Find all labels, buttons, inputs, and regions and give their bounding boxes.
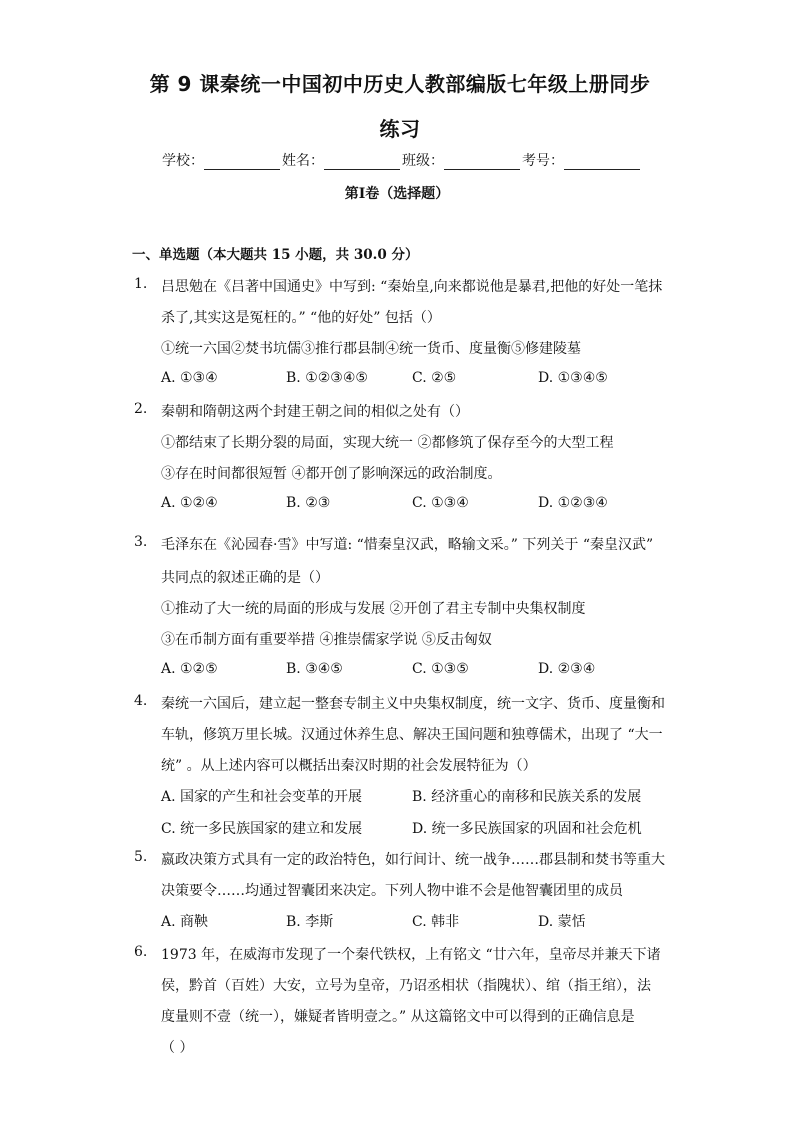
name-label: 姓名： xyxy=(282,153,324,169)
option-c[interactable]: C. ②⑤ xyxy=(412,370,457,386)
question-text-line: 度量则不壹（统一），嫌疑者皆明壹之。” 从这篇铭文中可以得到的正确信息是 xyxy=(161,1009,635,1025)
option-c[interactable]: C. ①③④ xyxy=(412,495,469,511)
question-number: 2. xyxy=(134,401,148,417)
question-number: 1. xyxy=(134,276,148,292)
option-b[interactable]: B. ②③ xyxy=(286,495,331,511)
option-a[interactable]: A. ①②⑤ xyxy=(161,661,218,677)
question-text-line: （ ） xyxy=(161,1040,194,1056)
document-title-line-2: 练习 xyxy=(379,117,421,141)
question-text-line: 嬴政决策方式具有一定的政治特色，如行间计、统一战争……郡县制和焚书等重大 xyxy=(161,852,665,868)
school-field[interactable] xyxy=(204,155,280,170)
volume-heading: 第Ⅰ卷（选择题） xyxy=(344,186,450,202)
document-title-line-1: 第 9 课秦统一中国初中历史人教部编版七年级上册同步 xyxy=(149,72,651,96)
exam-number-field[interactable] xyxy=(564,155,640,170)
option-b[interactable]: B. 经济重心的南移和民族关系的发展 xyxy=(412,789,642,805)
option-d[interactable]: D. 蒙恬 xyxy=(538,914,586,930)
question-text-line: 侯，黔首（百姓）大安，立号为皇帝，乃诏丞相状（指隗状）、绾（指王绾），法 xyxy=(161,978,651,994)
question-text-line: 秦朝和隋朝这两个封建王朝之间的相似之处有（） xyxy=(161,404,469,420)
name-field[interactable] xyxy=(324,155,400,170)
question-text-line: 车轨，修筑万里长城。汉通过休养生息、解决王国问题和独尊儒术，出现了 “大一 xyxy=(161,727,663,743)
question-text-line: 决策要令……均通过智囊团来决定。下列人物中谁不会是他智囊团里的成员 xyxy=(161,883,623,899)
question-number: 4. xyxy=(134,693,148,709)
option-c[interactable]: C. 统一多民族国家的建立和发展 xyxy=(161,821,363,837)
option-b[interactable]: B. ③④⑤ xyxy=(286,661,343,677)
class-field[interactable] xyxy=(444,155,520,170)
option-c[interactable]: C. ①③⑤ xyxy=(412,661,469,677)
school-label: 学校： xyxy=(162,153,204,169)
question-text-line: 统” 。从上述内容可以概括出秦汉时期的社会发展特征为（） xyxy=(161,758,537,774)
option-d[interactable]: D. ①②③④ xyxy=(538,495,608,511)
question-text-line: ①都结束了长期分裂的局面，实现大统一 ②都修筑了保存至今的大型工程 xyxy=(161,435,614,451)
question-number: 6. xyxy=(134,944,148,960)
student-info-line xyxy=(162,150,642,170)
question-text-line: 1973 年，在威海市发现了一个秦代铁权，上有铭文 “廿六年，皇帝尽并兼天下诸 xyxy=(161,947,661,963)
exam-number-label: 考号： xyxy=(522,153,564,169)
option-c[interactable]: C. 韩非 xyxy=(412,914,460,930)
question-text-line: 秦统一六国后，建立起一整套专制主义中央集权制度，统一文字、货币、度量衡和 xyxy=(161,696,665,712)
option-a[interactable]: A. ①②④ xyxy=(161,495,218,511)
option-b[interactable]: B. ①②③④⑤ xyxy=(286,370,368,386)
option-a[interactable]: A. 国家的产生和社会变革的开展 xyxy=(161,789,363,805)
option-d[interactable]: D. 统一多民族国家的巩固和社会危机 xyxy=(412,821,642,837)
class-label: 班级： xyxy=(402,153,444,169)
section-heading: 一、单选题（本大题共 15 小题，共 30.0 分） xyxy=(132,247,419,263)
question-text-line: 杀了,其实这是冤枉的。” “他的好处” 包括（） xyxy=(161,310,441,326)
question-text-line: ①推动了大一统的局面的形成与发展 ②开创了君主专制中央集权制度 xyxy=(161,601,586,617)
option-a[interactable]: A. ①③④ xyxy=(161,370,218,386)
option-d[interactable]: D. ①③④⑤ xyxy=(538,370,608,386)
question-text-line: 毛泽东在《沁园春·雪》中写道: “惜秦皇汉武，略输文采。” 下列关于 “秦皇汉武” xyxy=(161,537,654,553)
question-text-line: 吕思勉在《吕著中国通史》中写到: “秦始皇,向来都说他是暴君,把他的好处一笔抹 xyxy=(161,279,663,295)
option-d[interactable]: D. ②③④ xyxy=(538,661,596,677)
question-number: 5. xyxy=(134,849,148,865)
question-text-line: 共同点的叙述正确的是（） xyxy=(161,570,329,586)
option-a[interactable]: A. 商鞅 xyxy=(161,914,209,930)
question-text-line: ①统一六国②焚书坑儒③推行郡县制④统一货币、度量衡⑤修建陵墓 xyxy=(161,341,581,357)
question-text-line: ③在币制方面有重要举措 ④推崇儒家学说 ⑤反击匈奴 xyxy=(161,632,492,648)
question-number: 3. xyxy=(134,534,148,550)
question-text-line: ③存在时间都很短暂 ④都开创了影响深远的政治制度。 xyxy=(161,466,502,482)
option-b[interactable]: B. 李斯 xyxy=(286,914,334,930)
